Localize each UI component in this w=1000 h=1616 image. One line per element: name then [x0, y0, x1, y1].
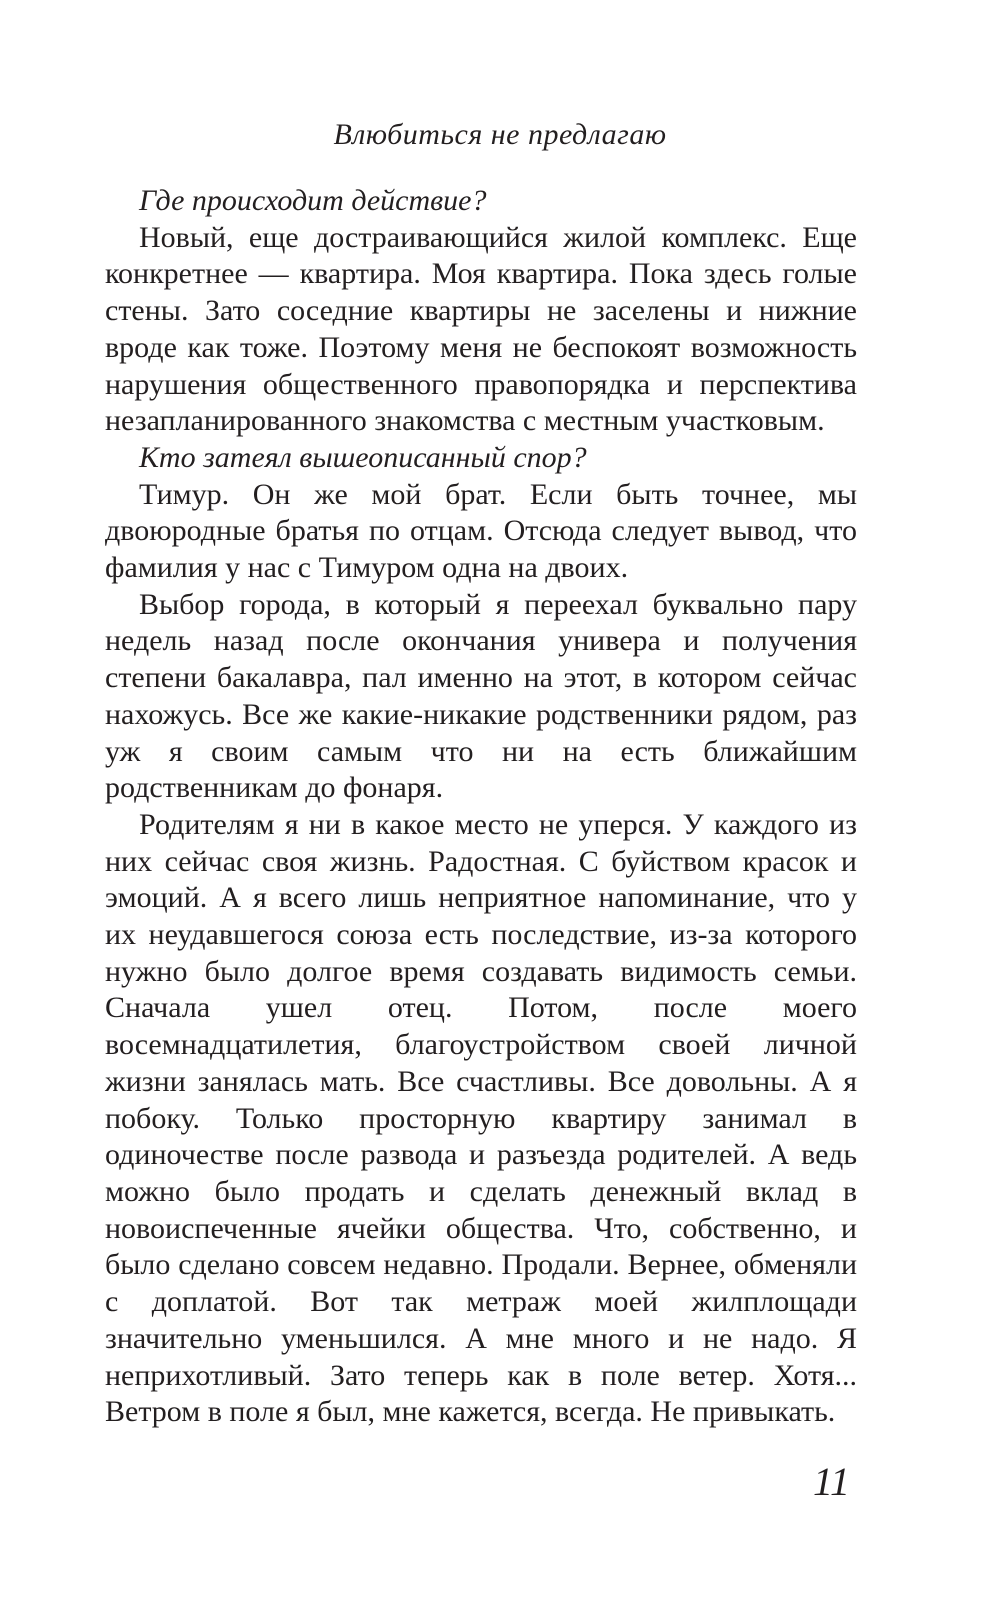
text-paragraph: Новый, еще достраивающийся жилой комплекс. Еще конкретнее — квартира. Моя квартира. Пока здесь голые стены. Зато соседние квартиры не заселены и нижние вроде как тоже. Поэтому меня не беспокоят возможность нарушения общественного правопорядка и перспектива незапланированного знакомства с местным участковым.	[105, 220, 857, 438]
page-number: 11	[812, 1459, 850, 1504]
text-paragraph: Тимур. Он же мой брат. Если быть точнее, мы двоюродные братья по отцам. Отсюда следует вывод, что фамилия у нас с Тимуром одна на двоих.	[105, 477, 857, 585]
text-paragraph: Родителям я ни в какое место не уперся. У каждого из них сейчас своя жизнь. Радостная. С буйством красок и эмоций. А я всего лишь неприятное напоминание, что у их неудавшегося союза есть последствие, из-за которого нужно было долгое время создавать видимость семьи. Сначала ушел отец. Потом, после моего восемнадцатилетия, благоустройством своей личной жизни занялась мать. Все счастливы. Все довольны. А я побоку. Только просторную квартиру занимал в одиночестве после развода и разъезда родителей. А ведь можно было продать и сделать денежный вклад в новоиспеченные ячейки общества. Что, собственно, и было сделано совсем недавно. Продали. Вернее, обменяли с доплатой. Вот так метраж моей жилплощади значительно уменьшился. А мне много и не надо. Я неприхотливый. Зато теперь как в поле ветер. Хотя... Ветром в поле я был, мне кажется, всегда. Не привыкать.	[105, 807, 857, 1429]
running-head-title: Влюбиться не предлагаю	[333, 118, 667, 151]
question-paragraph: Где происходит действие?	[139, 184, 487, 217]
question-paragraph: Кто затеял вышеописанный спор?	[139, 440, 587, 474]
text-paragraph: Выбор города, в который я переехал буквально пару недель назад после окончания универа и получения степени бакалавра, пал именно на этот, в котором сейчас нахожусь. Все же какие-никакие родственники рядом, раз уж я своим самым что ни на есть ближайшим родственникам до фонаря.	[105, 587, 857, 805]
body-text	[105, 183, 857, 1431]
